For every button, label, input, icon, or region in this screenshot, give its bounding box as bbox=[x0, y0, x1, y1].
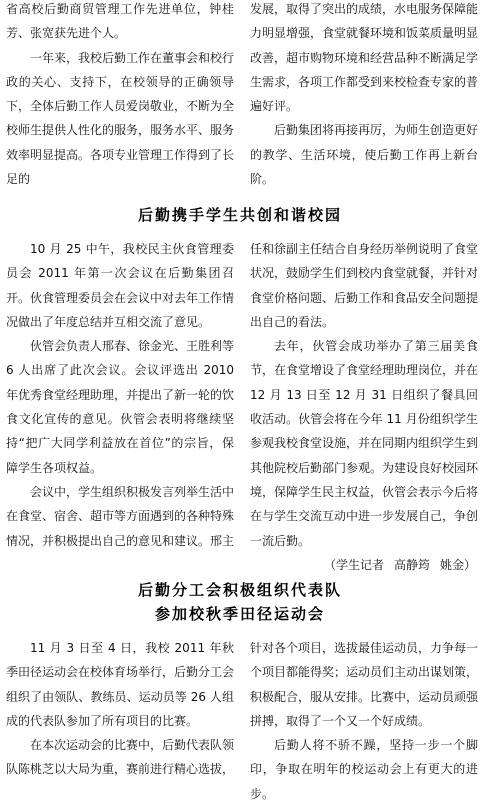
reporter-name: 姚金） bbox=[439, 557, 476, 572]
paragraph: 一年来，我校后勤工作在董事会和校行政的关心、支持下，在校领导的正确领导下，全体后勤工作人员爱岗敬业，不断为全校师生提供人性化的服务，服务水平、服务效率明显提高。各项专业管理工作得到了长足的 bbox=[6, 50, 235, 187]
paragraph: 会议中，学生组织积极发言列举生活中在食堂、宿舍、超市等方面遇到的各种特殊情况，并积极提出自己的意见和建议。邢主 bbox=[6, 484, 235, 548]
paragraph: 后勤集团将再接再厉，为师生创造更好的教学、生活环境，使后勤工作再上新台阶。 bbox=[250, 123, 479, 187]
paragraph: 后勤人将不骄不躁，坚持一步一个脚印，争取在明年的校运动会上有更大的进步。 bbox=[250, 738, 478, 801]
section1-right-column bbox=[250, 0, 478, 191]
article-heading bbox=[0, 578, 480, 626]
paragraph: 针对各个项目，选拔最佳运动员，力争每一个项目都能得奖；运动员们主动出谋划策，积极配合，服从安排。比赛中，运动员顽强拼搏，取得了一个又一个好成绩。 bbox=[250, 641, 479, 728]
paragraph: 省高校后勤商贸管理工作先进单位，钟桂芳、张宽获先进个人。 bbox=[6, 2, 234, 41]
paragraph: 去年，伙管会成功举办了第三届美食节，在食堂增设了食堂经理助理岗位，并在 12 月 13 日至 12 月 31 日组织了餐具回收活动。伙管会将在今年 11 月份组织学生参观我校食堂设施，并在同期内组织学生到其他院校后勤部门参观。为建设良好校园环境，保障学生民主权益，伙管会表示今后将在与学生交流互动中进一步发展自己，争创一流后勤。 bbox=[250, 339, 479, 548]
byline-prefix: （学生记者 bbox=[323, 557, 384, 572]
article-title-line: 参加校秋季田径运动会 bbox=[154, 605, 325, 623]
reporter-name: 高静筠 bbox=[393, 557, 430, 572]
paragraph: 11 月 3 日至 4 日，我校 2011 年秋季田径运动会在校体育场举行，后勤分工会组织了由领队、教练员、运动员等 26 人组成的代表队参加了所有项目的比赛。 bbox=[6, 641, 235, 728]
paragraph: 在本次运动会的比赛中，后勤代表队领队陈桃芝以大局为重，赛前进行精心选拔， bbox=[6, 738, 235, 777]
section1-left-column bbox=[6, 0, 234, 191]
article2-left-column bbox=[6, 237, 234, 553]
article3-left-column bbox=[6, 636, 234, 782]
byline bbox=[250, 553, 478, 577]
paragraph: 10 月 25 中午，我校民主伙食管理委员会 2011 年第一次会议在后勤集团召开。伙食管理委员会在会议中对去年工作情况做出了年度总结并互相交流了意见。 bbox=[6, 242, 235, 329]
paragraph: 任和徐副主任结合自身经历举例说明了食堂状况，鼓励学生们到校内食堂就餐，并针对食堂价格问题、后勤工作和食品安全问题提出自己的看法。 bbox=[250, 242, 479, 329]
article2-right-column bbox=[250, 237, 478, 577]
article-title-line: 后勤分工会积极组织代表队 bbox=[137, 581, 342, 599]
article-title: 后勤携手学生共创和谐校园 bbox=[137, 206, 342, 224]
paragraph: 发展，取得了突出的成绩，水电服务保障能力明显增强，食堂就餐环境和饭菜质量明显改善，超市购物环境和经营品种不断满足学生需求，各项工作都受到来校检查专家的普遍好评。 bbox=[250, 2, 479, 114]
paragraph: 伙管会负责人邢春、徐金光、王胜利等 6 人出席了此次会议。会议评选出 2010 年优秀食堂经理助理，并提出了新一轮的饮食文化宣传的意见。伙管会表明将继续坚持“把广大同学利益放在首位”的宗旨，保障学生各项权益。 bbox=[6, 339, 235, 475]
article3-right-column bbox=[250, 636, 478, 806]
article-heading bbox=[0, 203, 480, 227]
